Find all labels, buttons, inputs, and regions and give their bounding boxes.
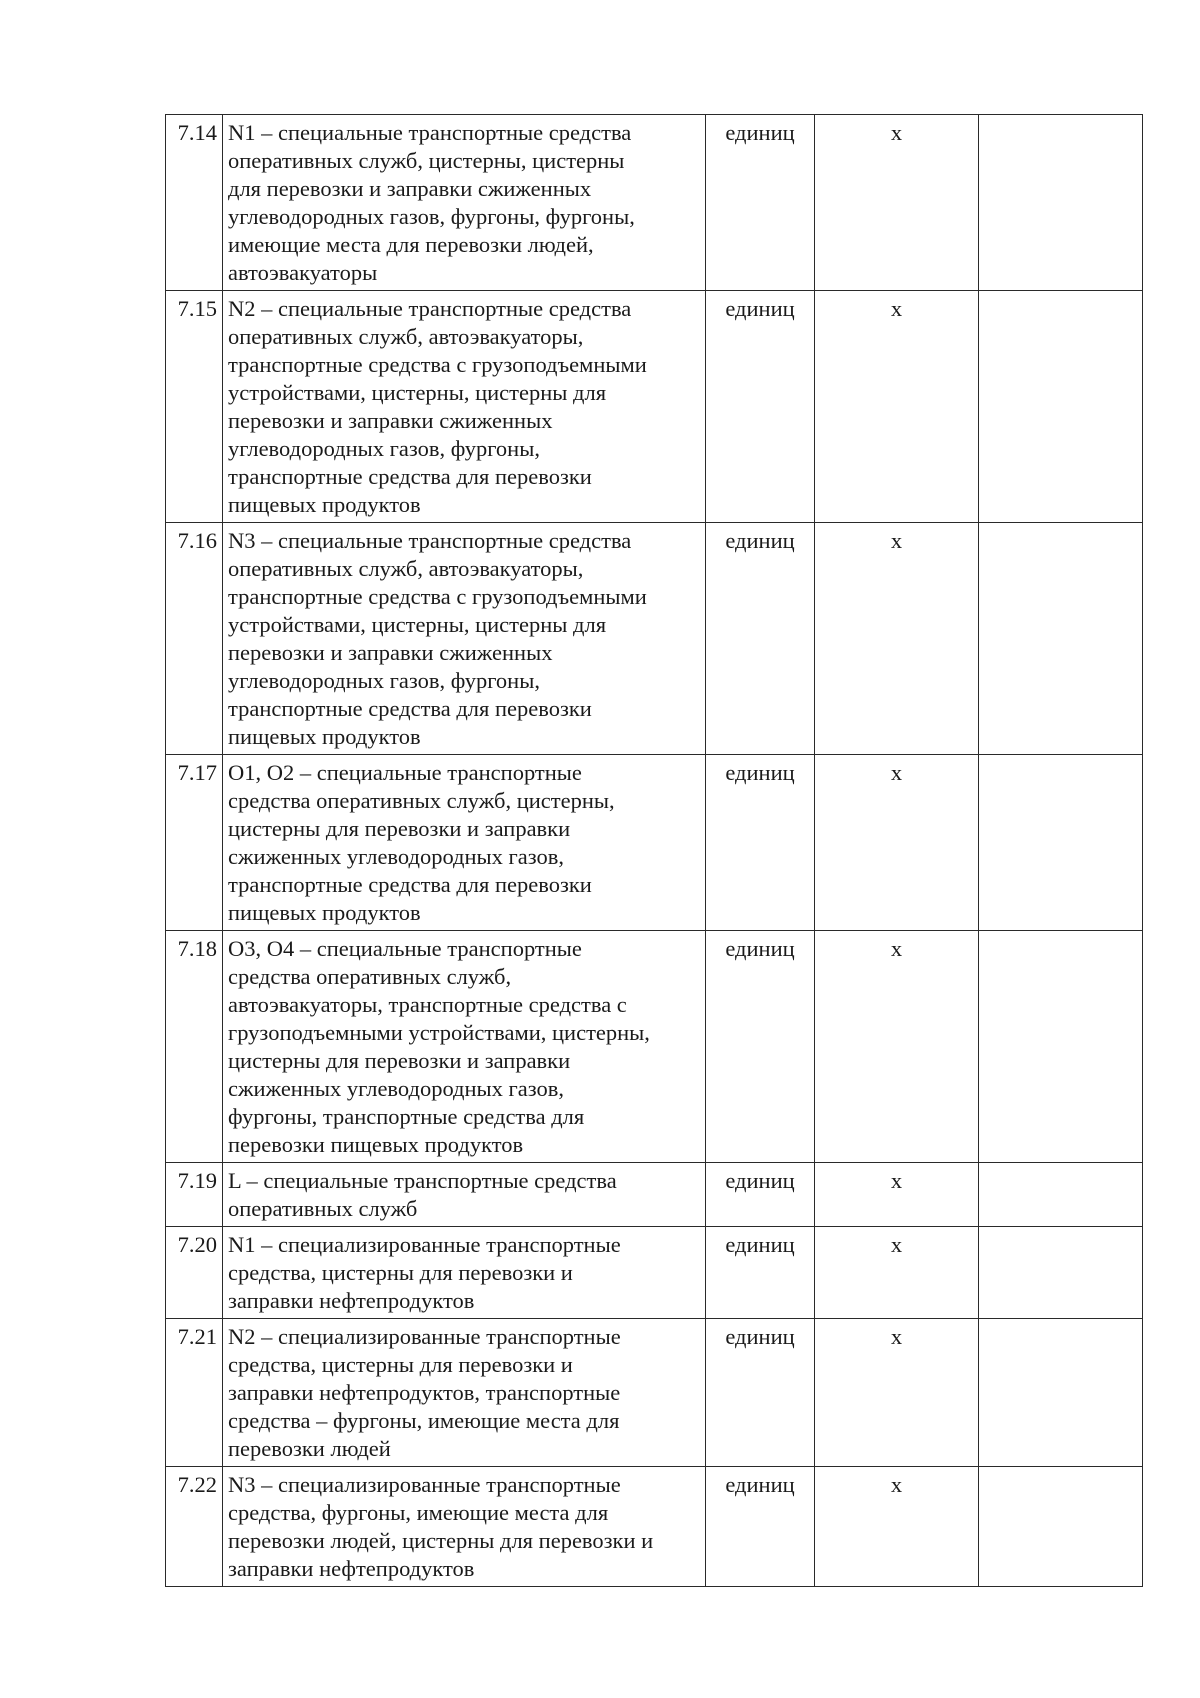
description-text: N2 – специализированные транспортные средства, цистерны для перевозки и заправки нефтепродуктов, транспортные средства – фургоны, имеющие места для перевозки людей [228,1324,621,1461]
description-text: N1 – специальные транспортные средства оперативных служб, цистерны, цистерны для перевозки и заправки сжиженных углеводородных газов, фургоны, фургоны, имеющие места для перевозки людей, автоэвакуаторы [228,120,635,285]
row-number: 7.19 [166,1163,223,1227]
row-unit: единиц [706,1227,815,1319]
table-row [166,755,1143,931]
row-value: x [815,1467,979,1587]
description-text: L – специальные транспортные средства оперативных служб [228,1168,617,1221]
row-unit: единиц [706,523,815,755]
data-table [165,114,1143,1587]
row-unit: единиц [706,755,815,931]
row-value: x [815,115,979,291]
row-empty-cell [979,1163,1143,1227]
row-number: 7.20 [166,1227,223,1319]
row-description [223,115,706,291]
row-number: 7.18 [166,931,223,1163]
row-value: x [815,755,979,931]
table-body [166,115,1143,1587]
row-empty-cell [979,523,1143,755]
table-row [166,291,1143,523]
row-empty-cell [979,755,1143,931]
row-unit: единиц [706,115,815,291]
row-number: 7.21 [166,1319,223,1467]
table-row [166,931,1143,1163]
table-row [166,523,1143,755]
row-value: x [815,291,979,523]
row-value: x [815,931,979,1163]
description-text: N3 – специальные транспортные средства оперативных служб, автоэвакуаторы, транспортные средства с грузоподъемными устройствами, цистерны, цистерны для перевозки и заправки сжиженных углеводородных газов, фургоны, транспортные средства для перевозки пищевых продуктов [228,528,647,749]
row-unit: единиц [706,1467,815,1587]
description-text: N3 – специализированные транспортные средства, фургоны, имеющие места для перевозки людей, цистерны для перевозки и заправки нефтепродуктов [228,1472,654,1581]
row-number: 7.22 [166,1467,223,1587]
row-description [223,1163,706,1227]
row-unit: единиц [706,1163,815,1227]
row-description [223,931,706,1163]
row-empty-cell [979,115,1143,291]
row-unit: единиц [706,931,815,1163]
row-value: x [815,1319,979,1467]
row-number: 7.16 [166,523,223,755]
description-text: N2 – специальные транспортные средства оперативных служб, автоэвакуаторы, транспортные средства с грузоподъемными устройствами, цистерны, цистерны для перевозки и заправки сжиженных углеводородных газов, фургоны, транспортные средства для перевозки пищевых продуктов [228,296,647,517]
table-row [166,1227,1143,1319]
table-row [166,115,1143,291]
row-number: 7.14 [166,115,223,291]
row-value: x [815,1227,979,1319]
row-description [223,1227,706,1319]
table-row [166,1319,1143,1467]
table-row [166,1467,1143,1587]
row-description [223,755,706,931]
row-unit: единиц [706,291,815,523]
description-text: O3, O4 – специальные транспортные средства оперативных служб, автоэвакуаторы, транспортные средства с грузоподъемными устройствами, цистерны, цистерны для перевозки и заправки сжиженных углеводородных газов, фургоны, транспортные средства для перевозки пищевых продуктов [228,936,650,1157]
row-description [223,291,706,523]
description-text: O1, O2 – специальные транспортные средства оперативных служб, цистерны, цистерны для перевозки и заправки сжиженных углеводородных газов, транспортные средства для перевозки пищевых продуктов [228,760,615,925]
row-number: 7.15 [166,291,223,523]
description-text: N1 – специализированные транспортные средства, цистерны для перевозки и заправки нефтепродуктов [228,1232,621,1313]
row-empty-cell [979,1319,1143,1467]
row-empty-cell [979,291,1143,523]
row-value: x [815,523,979,755]
row-value: x [815,1163,979,1227]
row-empty-cell [979,1227,1143,1319]
table-row [166,1163,1143,1227]
row-description [223,523,706,755]
row-number: 7.17 [166,755,223,931]
row-unit: единиц [706,1319,815,1467]
row-description [223,1319,706,1467]
row-empty-cell [979,931,1143,1163]
row-empty-cell [979,1467,1143,1587]
row-description [223,1467,706,1587]
